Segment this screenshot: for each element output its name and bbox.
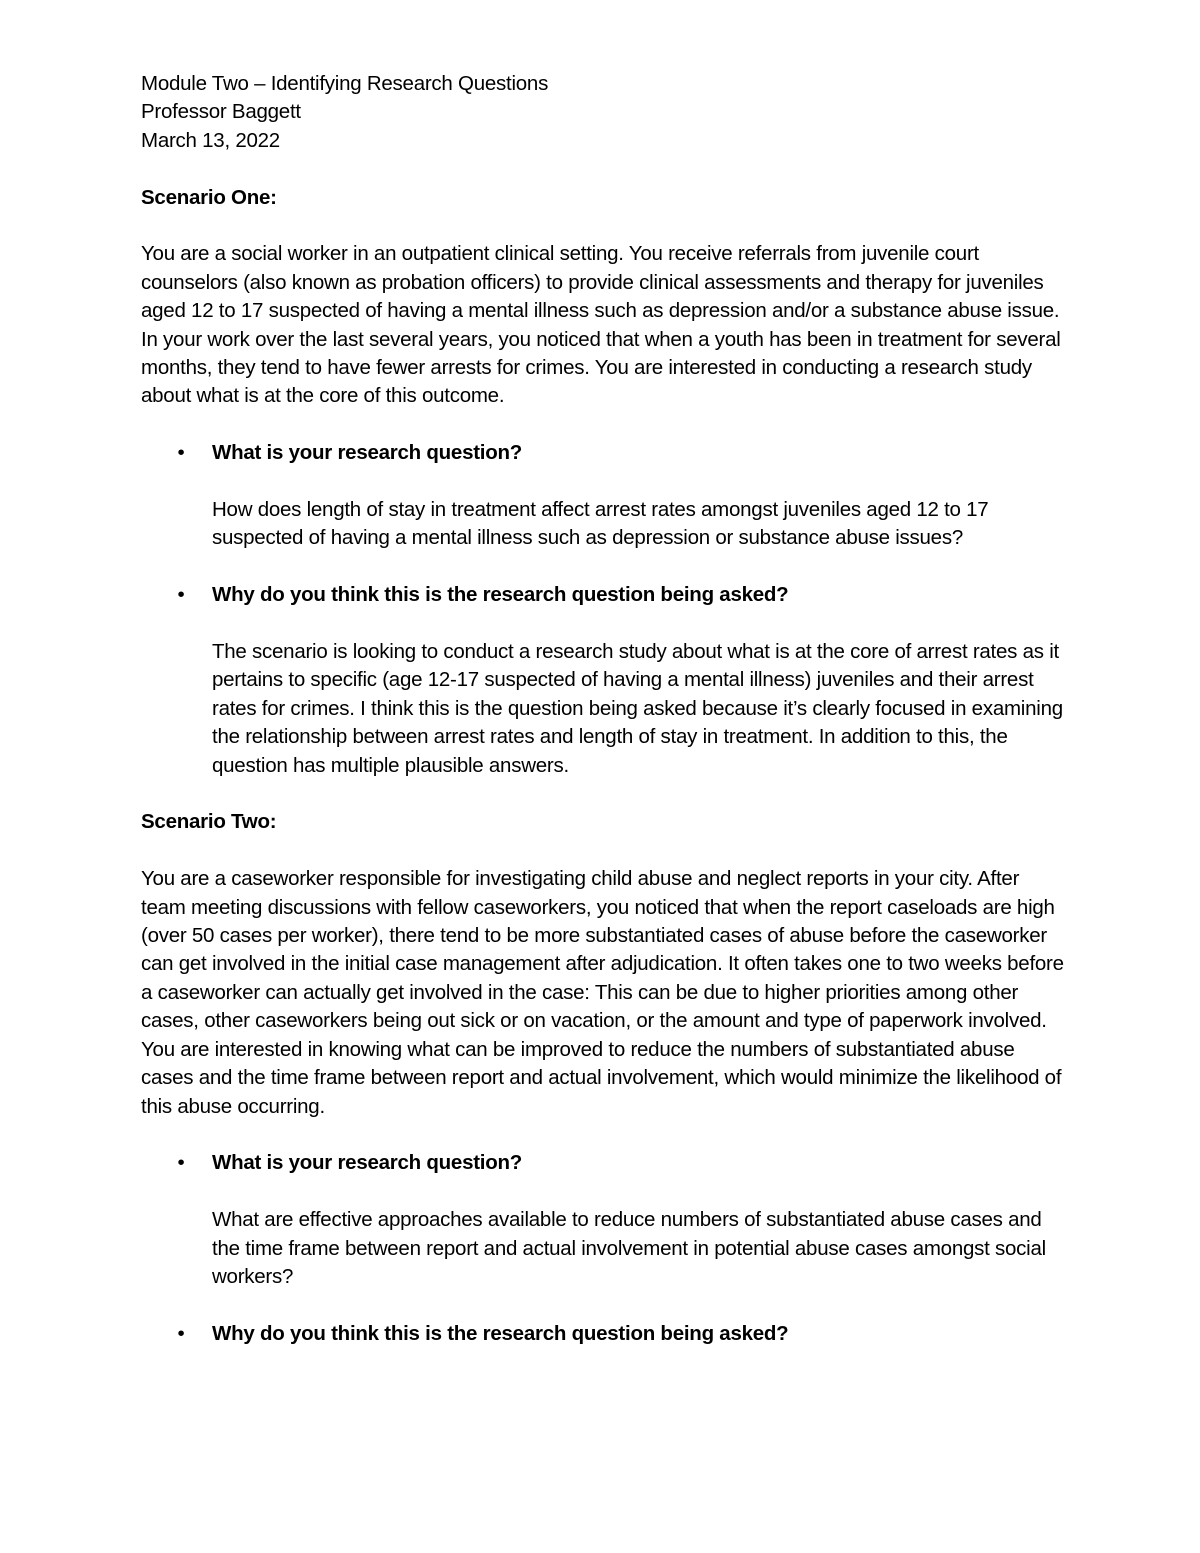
document-page: [141, 70, 1066, 1348]
scenario-two-answer-1: What are effective approaches available to reduce numbers of substantiated abuse cases and the time frame between report and actual involvement in potential abuse cases amongst social workers?: [212, 1208, 1046, 1288]
document-date: March 13, 2022: [141, 128, 280, 152]
question-text: What is your research question?: [212, 1151, 523, 1175]
spacer: [141, 1291, 1066, 1319]
question-text: Why do you think this is the research question being asked?: [212, 1321, 789, 1345]
question-text: Why do you think this is the research question being asked?: [212, 583, 789, 607]
spacer: [141, 553, 1066, 581]
scenario-one-question-1: [141, 439, 1066, 467]
scenario-one-question-2: [141, 581, 1066, 609]
scenario-one-body: You are a social worker in an outpatient clinical setting. You receive referrals from juvenile court counselors (also known as probation officers) to provide clinical assessments and therapy for juveniles aged 12 to 17 suspected of having a mental illness such as depression and/or a substance abuse issue. In your work over the last several years, you noticed that when a youth has been in treatment for several months, they tend to have fewer arrests for crimes. You are interested in conducting a research study about what is at the core of this outcome.: [141, 242, 1061, 408]
scenario-one-answer-1: How does length of stay in treatment affect arrest rates amongst juveniles aged 12 to 17 suspected of having a mental illness such as depression or substance abuse issues?: [212, 498, 989, 550]
scenario-two-body: You are a caseworker responsible for investigating child abuse and neglect reports in your city. After team meeting discussions with fellow caseworkers, you noticed that when the report caseloads are high (over 50 cases per worker), there tend to be more substantiated cases of abuse before the caseworker can get involved in the initial case management after adjudication. It often takes one to two weeks before a caseworker can actually get involved in the case: This can be due to higher priorities among other cases, other caseworkers being out sick or on vacation, or the amount and type of paperwork involved. You are interested in knowing what can be improved to reduce the numbers of substantiated abuse cases and the time frame between report and actual involvement, which would minimize the likelihood of this abuse occurring.: [141, 867, 1064, 1118]
bullet-icon: •: [177, 1151, 185, 1175]
spacer: [141, 155, 1066, 183]
spacer: [141, 610, 1066, 638]
bullet-icon: •: [177, 441, 185, 465]
professor-name: Professor Baggett: [141, 100, 301, 124]
spacer: [141, 837, 1066, 865]
spacer: [141, 1178, 1066, 1206]
scenario-one-heading: Scenario One:: [141, 185, 277, 209]
scenario-one-answer-2: The scenario is looking to conduct a research study about what is at the core of arrest rates as it pertains to specific (age 12-17 suspected of having a mental illness) juveniles and their arrest rates for crimes. I think this is the question being asked because it’s clearly focused in examining the relationship between arrest rates and length of stay in treatment. In addition to this, the question has multiple plausible answers.: [212, 640, 1063, 777]
scenario-two-heading: Scenario Two:: [141, 810, 277, 834]
question-text: What is your research question?: [212, 441, 523, 465]
spacer: [141, 411, 1066, 439]
spacer: [141, 468, 1066, 496]
scenario-two-question-2: [141, 1320, 1066, 1348]
scenario-two-question-1: [141, 1149, 1066, 1177]
bullet-icon: •: [177, 1321, 185, 1345]
spacer: [141, 212, 1066, 240]
document-title: Module Two – Identifying Research Questions: [141, 72, 549, 95]
spacer: [141, 1121, 1066, 1149]
bullet-icon: •: [177, 583, 185, 607]
spacer: [141, 780, 1066, 808]
